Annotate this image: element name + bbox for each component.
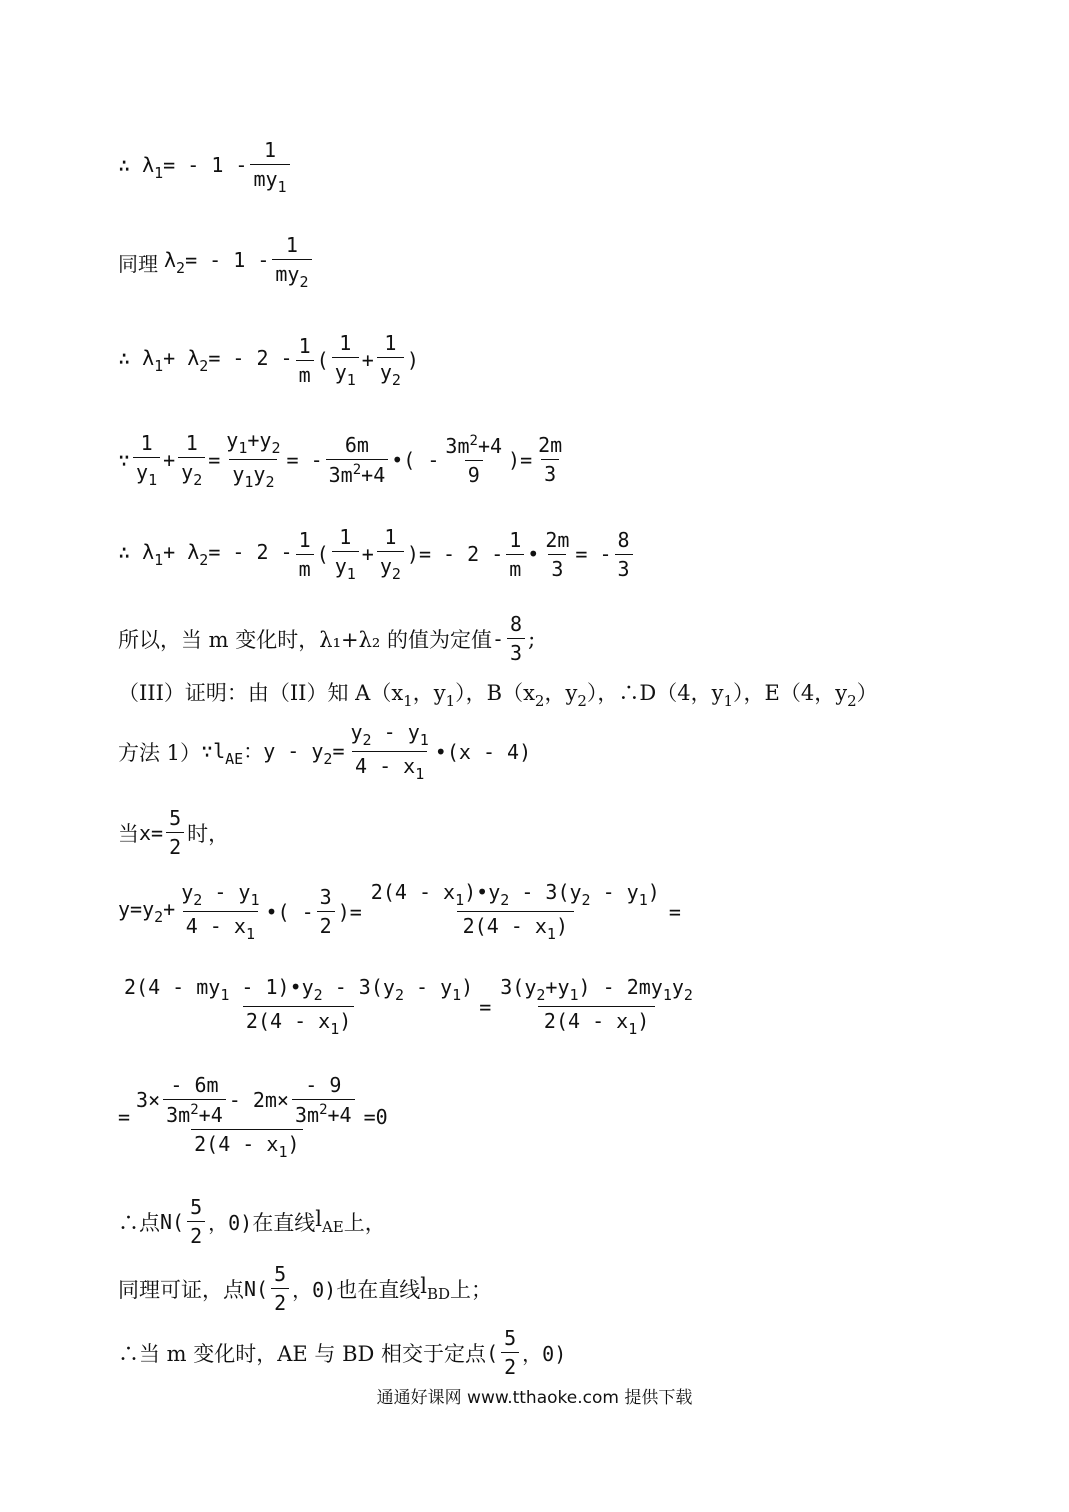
method-label: 方法 1） [118, 740, 202, 765]
point-n-on-ae: ∴点 N( $\frac{5}{2}$ ，0) 在直线 $l_{AE}$ 上， [118, 1195, 386, 1248]
formula-y-value: $y=y_2+$ $\frac{y_2 - y_1}{4 - x_1}$ •( - $\frac{3}{2}$ )= $\frac{2(4 - x_1)•y_2 - 3(y_2 - y_1)}{2(4 - x_1)}$ = [118, 880, 681, 943]
conclusion-constant: 所以，当 m 变化时，λ₁+λ₂ 的值为定值 - $\frac{8}{3}$ ; [118, 612, 536, 665]
page-footer: 通通好课网 www.tthaoke.com 提供下载 [376, 1388, 693, 1408]
proof-intro: （III）证明：由（II）知 $A(x_1$，$y_1$），$B(x_2$，$y_2$），∴D（4，$y_1$），E（4，$y_2$） [118, 681, 878, 710]
formula-lambda-sum-result: ∴ $\lambda_1+ \lambda_2= - 2$ - $\frac{1}{m}$ ( $\frac{1}{y_1}$ + $\frac{1}{y_2}$ )= - 2 - $\frac{1}{m}$ • $\frac{2m}{3}$ = - $\frac{8}{3}$ [118, 525, 636, 583]
also-on-line-suffix: 上； [450, 1277, 493, 1302]
when-x-line: 当 x= $\frac{5}{2}$ 时， [118, 806, 230, 859]
similarly-prefix: 同理可证，点 [118, 1277, 244, 1302]
final-text: ∴当 m 变化时，AE 与 BD 相交于定点 [118, 1341, 487, 1366]
formula-lambda-sum: ∴ $\lambda_1+ \lambda_2= - 2$ - $\frac{1}{m}$ ( $\frac{1}{y_1}$ + $\frac{1}{y_2}$ ) [118, 331, 419, 389]
point-n-on-bd: 同理可证，点 N( $\frac{5}{2}$ ，0) 也在直线 $l_{BD}$ 上； [118, 1262, 493, 1315]
formula-y-zero: = 3× $\frac{- 6m}{3m^2+4}$ - 2m× $\frac{- 9}{3m^2+4}$ $2(4 - x_1)$ =0 [118, 1073, 388, 1161]
formula-lambda1: ∴ $\lambda_1= - 1$ - $\frac{1}{my_1}$ [118, 138, 293, 196]
conclusion-text: 所以，当 m 变化时，λ₁+λ₂ 的值为定值 [118, 627, 492, 652]
formula-y-expand: $\frac{2(4 - my_1 - 1)•y_2 - 3(y_2 - y_1)}{2(4 - x_1)}$ = $\frac{3(y_2+y_1) - 2my_1y_2}{2(4 - x_1)}$ [124, 975, 693, 1038]
on-line-text: 在直线 [252, 1210, 316, 1235]
formula-lambda2: 同理 $\lambda_2= - 1$ - $\frac{1}{my_2}$ [118, 233, 315, 291]
when-suffix: 时， [187, 821, 230, 846]
on-line-suffix: 上， [343, 1210, 386, 1235]
formula-reciprocal-sum: ∵ $\frac{1}{y_1}$ + $\frac{1}{y_2}$ = $\frac{y_1+y_2}{y_1y_2}$ = - $\frac{6m}{3m^2+4}$ •( - $\frac{3m^2+4}{9}$ )= $\frac{2m}{3}$ [118, 428, 563, 491]
line-ae-equation: 方法 1） $\because l_{AE}$：$y - y_2=$ $\frac{y_2 - y_1}{4 - x_1}$ •(x - 4) [118, 720, 532, 783]
when-label: 当 [118, 821, 139, 846]
final-conclusion: ∴当 m 变化时，AE 与 BD 相交于定点 ( $\frac{5}{2}$ ，0) [118, 1326, 567, 1379]
also-on-line-text: 也在直线 [336, 1277, 421, 1302]
